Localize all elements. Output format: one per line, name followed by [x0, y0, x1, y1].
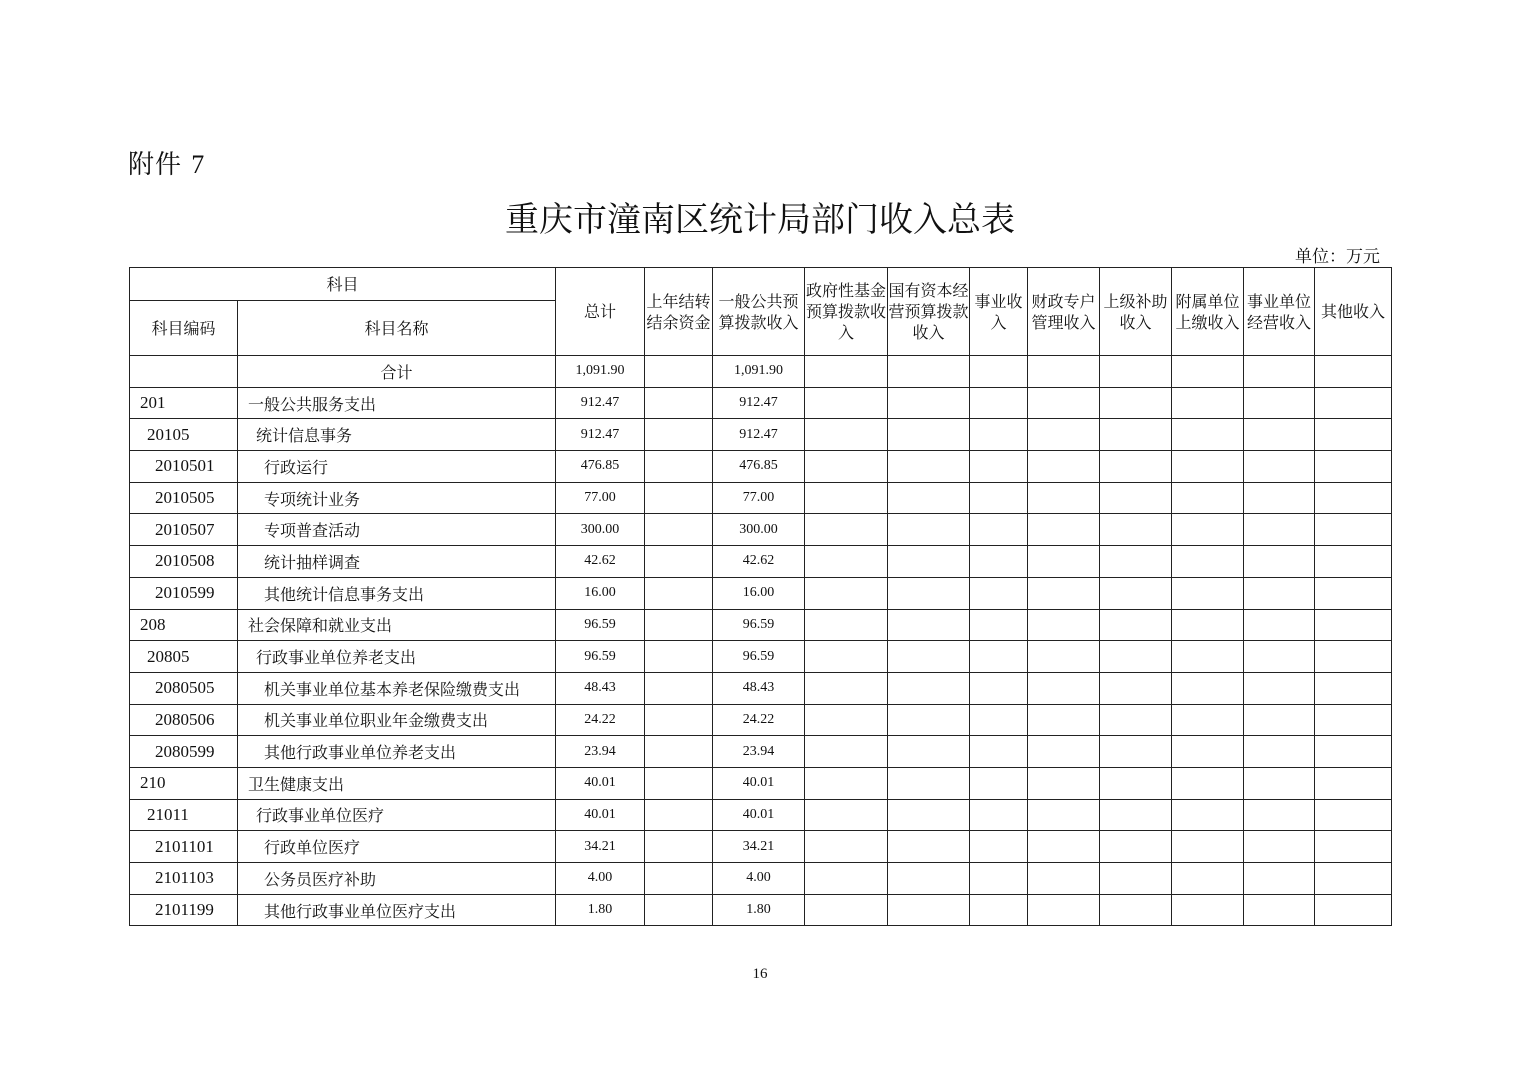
row-general-budget: 23.94 [713, 736, 805, 768]
row-total: 40.01 [556, 767, 645, 799]
row-total: 912.47 [556, 419, 645, 451]
header-code: 科目编码 [130, 301, 238, 356]
row-name: 其他行政事业单位医疗支出 [238, 894, 556, 926]
row-total: 40.01 [556, 799, 645, 831]
row-name: 其他行政事业单位养老支出 [238, 736, 556, 768]
table-row [130, 831, 1392, 863]
row-general-budget: 4.00 [713, 863, 805, 895]
header-subject: 科目 [130, 268, 556, 301]
row-code: 2080599 [130, 736, 238, 768]
row-general-budget: 476.85 [713, 451, 805, 483]
row-total: 77.00 [556, 482, 645, 514]
row-code: 201 [130, 387, 238, 419]
row-code: 20105 [130, 419, 238, 451]
total-label: 合计 [238, 356, 556, 388]
row-total: 34.21 [556, 831, 645, 863]
row-total: 48.43 [556, 672, 645, 704]
row-general-budget: 912.47 [713, 387, 805, 419]
row-general-budget: 1.80 [713, 894, 805, 926]
table-row [130, 641, 1392, 673]
row-name: 机关事业单位基本养老保险缴费支出 [238, 672, 556, 704]
row-name: 专项普查活动 [238, 514, 556, 546]
table-row [130, 863, 1392, 895]
table-row [130, 704, 1392, 736]
row-total: 96.59 [556, 609, 645, 641]
row-general-budget: 96.59 [713, 641, 805, 673]
row-total: 42.62 [556, 546, 645, 578]
row-general-budget: 16.00 [713, 577, 805, 609]
row-general-budget: 24.22 [713, 704, 805, 736]
attachment-label [128, 144, 205, 181]
table-row [130, 546, 1392, 578]
row-name: 卫生健康支出 [238, 767, 556, 799]
unit-label: 单位：万元 [1295, 247, 1380, 267]
row-code: 2101199 [130, 894, 238, 926]
page-title: 重庆市潼南区统计局部门收入总表 [505, 200, 1015, 240]
row-name: 其他统计信息事务支出 [238, 577, 556, 609]
row-name: 机关事业单位职业年金缴费支出 [238, 704, 556, 736]
row-name: 行政运行 [238, 451, 556, 483]
table-row [130, 387, 1392, 419]
table-row [130, 894, 1392, 926]
row-code: 2080506 [130, 704, 238, 736]
row-code: 2010507 [130, 514, 238, 546]
row-code: 2080505 [130, 672, 238, 704]
row-code: 210 [130, 767, 238, 799]
row-code: 2010508 [130, 546, 238, 578]
row-name: 统计信息事务 [238, 419, 556, 451]
row-code: 20805 [130, 641, 238, 673]
row-name: 行政事业单位养老支出 [238, 641, 556, 673]
header-state-capital: 国有资本经营预算拨款收入 [888, 268, 970, 356]
table-row [130, 451, 1392, 483]
header-business: 事业收入 [970, 268, 1028, 356]
table-row [130, 514, 1392, 546]
row-general-budget: 912.47 [713, 419, 805, 451]
header-operating: 事业单位经营收入 [1244, 268, 1315, 356]
table-row [130, 799, 1392, 831]
page-number: 16 [752, 966, 768, 982]
row-total: 23.94 [556, 736, 645, 768]
header-fiscal-special: 财政专户管理收入 [1028, 268, 1100, 356]
table-row [130, 609, 1392, 641]
row-general-budget: 40.01 [713, 767, 805, 799]
header-gov-fund: 政府性基金预算拨款收入 [805, 268, 888, 356]
total-general-budget: 1,091.90 [713, 356, 805, 388]
row-name: 一般公共服务支出 [238, 387, 556, 419]
row-code: 2010505 [130, 482, 238, 514]
table-row [130, 767, 1392, 799]
row-total: 16.00 [556, 577, 645, 609]
header-carryover: 上年结转结余资金 [645, 268, 713, 356]
row-code: 2101103 [130, 863, 238, 895]
row-total: 1.80 [556, 894, 645, 926]
row-code: 2101101 [130, 831, 238, 863]
header-general-budget: 一般公共预算拨款收入 [713, 268, 805, 356]
header-total: 总计 [556, 268, 645, 356]
row-total: 300.00 [556, 514, 645, 546]
table-row [130, 672, 1392, 704]
total-row [130, 356, 1392, 388]
attachment-number: 7 [191, 150, 206, 179]
total-total: 1,091.90 [556, 356, 645, 388]
table-row [130, 419, 1392, 451]
row-general-budget: 40.01 [713, 799, 805, 831]
row-code: 2010599 [130, 577, 238, 609]
row-general-budget: 96.59 [713, 609, 805, 641]
header-name: 科目名称 [238, 301, 556, 356]
table-row [130, 736, 1392, 768]
row-total: 4.00 [556, 863, 645, 895]
row-code: 21011 [130, 799, 238, 831]
income-summary-table [129, 267, 1392, 926]
table-row [130, 577, 1392, 609]
row-total: 24.22 [556, 704, 645, 736]
total-code [130, 356, 238, 388]
row-total: 912.47 [556, 387, 645, 419]
row-name: 社会保障和就业支出 [238, 609, 556, 641]
row-name: 专项统计业务 [238, 482, 556, 514]
row-code: 208 [130, 609, 238, 641]
row-name: 统计抽样调查 [238, 546, 556, 578]
header-other: 其他收入 [1315, 268, 1392, 356]
row-total: 476.85 [556, 451, 645, 483]
header-affiliated: 附属单位上缴收入 [1172, 268, 1244, 356]
row-general-budget: 77.00 [713, 482, 805, 514]
attachment-prefix: 附件 [128, 150, 183, 180]
header-higher-subsidy: 上级补助收入 [1100, 268, 1172, 356]
row-general-budget: 42.62 [713, 546, 805, 578]
row-name: 行政事业单位医疗 [238, 799, 556, 831]
row-name: 公务员医疗补助 [238, 863, 556, 895]
row-general-budget: 300.00 [713, 514, 805, 546]
row-general-budget: 48.43 [713, 672, 805, 704]
row-code: 2010501 [130, 451, 238, 483]
row-name: 行政单位医疗 [238, 831, 556, 863]
row-total: 96.59 [556, 641, 645, 673]
table-row [130, 482, 1392, 514]
row-general-budget: 34.21 [713, 831, 805, 863]
